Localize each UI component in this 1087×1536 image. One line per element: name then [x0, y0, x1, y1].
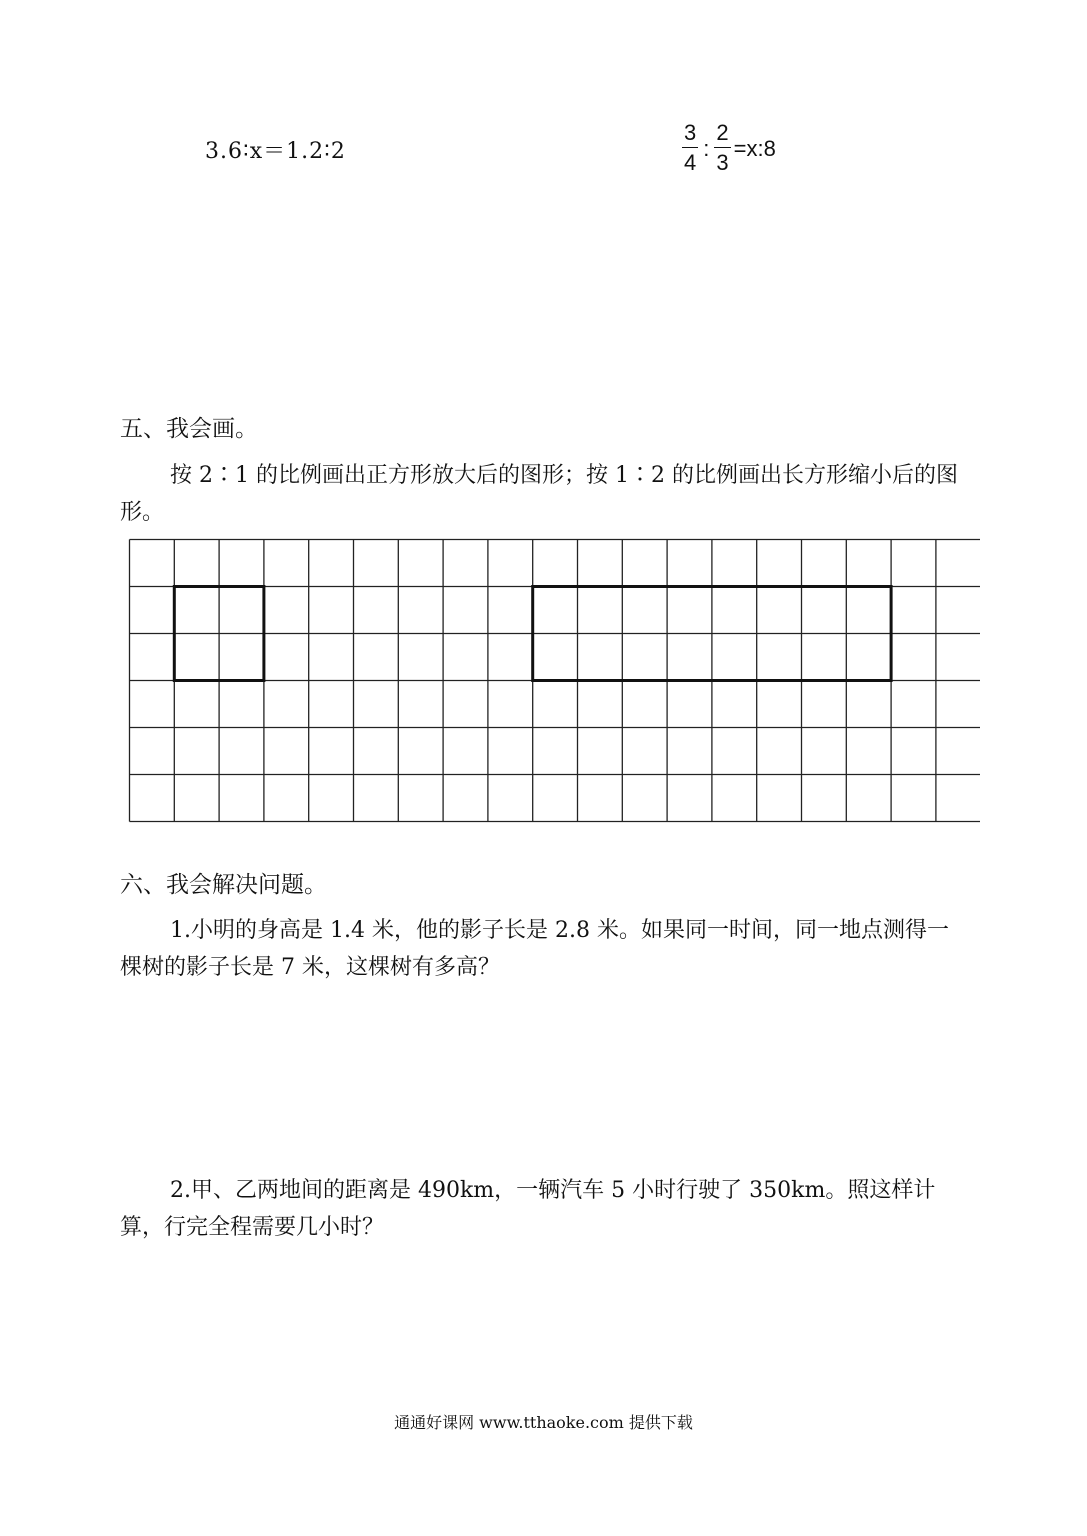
fraction-denominator: 3 — [716, 150, 729, 175]
footer-credit: 通通好课网 www.tthaoke.com 提供下载 — [394, 1413, 693, 1432]
equation-tail: =x:8 — [733, 136, 776, 161]
fraction-denominator: 4 — [684, 150, 697, 175]
question-1: 1.小明的身高是 1.4 米，他的影子长是 2.8 米。如果同一时间，同一地点测得一棵树的影子长是 7 米，这棵树有多高？ — [120, 918, 949, 980]
fraction-2-3 — [714, 122, 730, 174]
drawing-grid[interactable] — [128, 538, 980, 828]
fraction-numerator: 3 — [682, 122, 698, 148]
section-6-heading: 六、我会解决问题。 — [120, 872, 327, 898]
fraction-3-4 — [682, 122, 698, 174]
equation-2 — [682, 122, 776, 174]
ratio-colon: : — [703, 136, 710, 161]
section-5-instruction: 按 2∶1 的比例画出正方形放大后的图形；按 1∶2 的比例画出长方形缩小后的图形。 — [120, 463, 958, 525]
equation-1: 3.6∶x＝1.2∶2 — [205, 139, 346, 164]
question-2: 2.甲、乙两地间的距离是 490km，一辆汽车 5 小时行驶了 350km。照这样计算，行完全程需要几小时？ — [120, 1178, 936, 1240]
section-5-heading: 五、我会画。 — [120, 416, 258, 442]
fraction-numerator: 2 — [714, 122, 730, 148]
